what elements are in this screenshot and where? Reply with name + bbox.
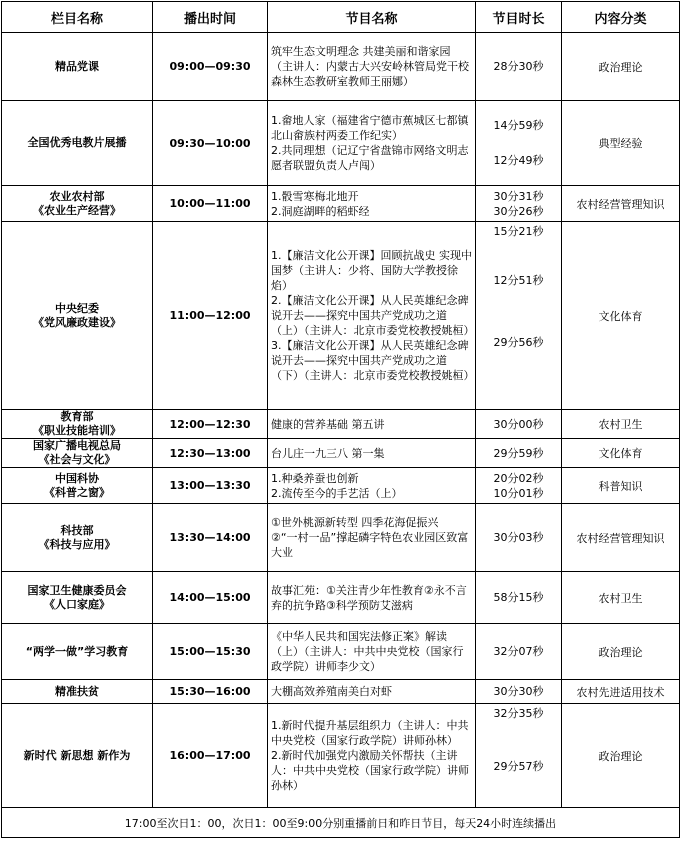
column-subtitle: 《农业生产经营》 xyxy=(33,203,121,217)
table-row xyxy=(2,439,680,468)
column-name: 中国科协 xyxy=(55,471,99,485)
column-name: 全国优秀电教片展播 xyxy=(27,136,127,149)
column-name: 农业农村部 xyxy=(49,189,105,203)
column-name-cell xyxy=(2,572,153,624)
duration-cell xyxy=(476,33,562,101)
air-time: 12:00—12:30 xyxy=(153,410,268,439)
air-time: 15:30—16:00 xyxy=(153,680,268,704)
program-item: 故事汇苑：①关注青少年性教育②永不言弃的抗争路③科学预防艾滋病 xyxy=(271,583,467,612)
table-row xyxy=(2,410,680,439)
column-name: “两学一做”学习教育 xyxy=(25,644,129,658)
table-row xyxy=(2,468,680,504)
program-item: 2.新时代加强党内激励关怀帮扶（主讲人：中共中央党校（国家行政学院）讲师孙林） xyxy=(271,749,469,792)
program-cell xyxy=(268,680,476,704)
program-cell xyxy=(268,439,476,468)
program-item: 台儿庄一九三八 第一集 xyxy=(271,446,385,460)
program-item: 2.洞庭湖畔的稻虾经 xyxy=(271,204,370,218)
duration-cell xyxy=(476,468,562,504)
program-cell xyxy=(268,624,476,680)
air-time: 13:00—13:30 xyxy=(153,468,268,504)
schedule-table xyxy=(1,1,680,838)
category: 农村经营管理知识 xyxy=(562,186,680,222)
program-cell xyxy=(268,504,476,572)
duration: 14分59秒 xyxy=(493,119,544,132)
program-item: 2.共同理想（记辽宁省盘锦市网络文明志愿者联盟负责人卢闯） xyxy=(271,144,469,172)
column-subtitle: 《科普之窗》 xyxy=(44,485,110,499)
air-time: 16:00—17:00 xyxy=(153,704,268,808)
program-item: 大棚高效养殖南美白对虾 xyxy=(271,685,392,698)
category: 科普知识 xyxy=(562,468,680,504)
column-name-cell xyxy=(2,504,153,572)
column-name-cell xyxy=(2,186,153,222)
duration-cell xyxy=(476,101,562,186)
table-row xyxy=(2,504,680,572)
duration: 32分35秒 xyxy=(493,707,544,720)
program-item: 2.【廉洁文化公开课】从人民英雄纪念碑说开去——探究中国共产党成功之道（上）（主讲人：北京市委党校教授姚桓） xyxy=(271,294,475,337)
program-cell xyxy=(268,410,476,439)
category: 农村卫生 xyxy=(562,572,680,624)
duration: 30分30秒 xyxy=(493,685,544,698)
column-name: 精品党课 xyxy=(55,59,99,73)
column-name: 中央纪委 xyxy=(55,301,99,315)
header-program-name: 节目名称 xyxy=(268,2,476,33)
footer-note: 17:00至次日1：00，次日1：00至9:00分别重播前日和昨日节目，每天24小时连续播出 xyxy=(2,808,680,838)
column-subtitle: 《职业技能培训》 xyxy=(33,424,121,437)
duration: 30分00秒 xyxy=(493,417,544,431)
program-item: ①世外桃源新转型 四季花海促振兴 xyxy=(271,516,439,529)
air-time: 15:00—15:30 xyxy=(153,624,268,680)
program-item: 2.流传至今的手艺活（上） xyxy=(271,486,403,500)
category: 农村先进适用技术 xyxy=(562,680,680,704)
column-subtitle: 《人口家庭》 xyxy=(44,597,110,611)
category: 典型经验 xyxy=(562,101,680,186)
duration: 30分26秒 xyxy=(493,204,544,218)
footer-row xyxy=(2,808,680,838)
duration: 12分49秒 xyxy=(493,154,544,167)
table-row xyxy=(2,572,680,624)
program-cell xyxy=(268,572,476,624)
air-time: 09:30—10:00 xyxy=(153,101,268,186)
program-item: 3.【廉洁文化公开课】从人民英雄纪念碑说开去——探究中国共产党成功之道（下）（主讲人：北京市委党校教授姚桓） xyxy=(271,339,475,382)
program-item: 筑牢生态文明理念 共建美丽和谐家园（主讲人：内蒙古大兴安岭林管局党干校森林生态教研室教师王丽娜） xyxy=(271,45,469,88)
column-subtitle: 《科技与应用》 xyxy=(38,537,116,551)
category: 文化体育 xyxy=(562,439,680,468)
air-time: 10:00—11:00 xyxy=(153,186,268,222)
duration: 58分15秒 xyxy=(493,591,544,604)
column-name: 精准扶贫 xyxy=(55,684,99,698)
program-item: 1.骰雪寒梅北地开 xyxy=(271,189,359,203)
table-row xyxy=(2,704,680,808)
air-time: 11:00—12:00 xyxy=(153,222,268,410)
column-name: 国家卫生健康委员会 xyxy=(27,583,127,597)
program-item: 1.新时代提升基层组织力（主讲人：中共中央党校（国家行政学院）讲师孙林） xyxy=(271,719,469,747)
program-item: 《中华人民共和国宪法修正案》解读（上）（主讲人：中共中央党校（国家行政学院）讲师李少文） xyxy=(271,630,464,673)
column-name: 科技部 xyxy=(60,523,94,537)
duration-cell xyxy=(476,439,562,468)
duration: 30分31秒 xyxy=(493,189,544,203)
duration-cell xyxy=(476,624,562,680)
duration-cell xyxy=(476,222,562,410)
program-cell xyxy=(268,101,476,186)
table-row xyxy=(2,101,680,186)
duration: 29分57秒 xyxy=(493,760,544,773)
table-row xyxy=(2,222,680,410)
duration: 20分02秒 xyxy=(493,471,544,485)
column-name: 国家广播电视总局 xyxy=(33,439,121,452)
header-category: 内容分类 xyxy=(562,2,680,33)
duration: 29分56秒 xyxy=(493,336,544,349)
category: 政治理论 xyxy=(562,624,680,680)
program-cell xyxy=(268,33,476,101)
column-name-cell xyxy=(2,439,153,468)
header-air-time: 播出时间 xyxy=(153,2,268,33)
duration: 15分21秒 xyxy=(493,225,544,238)
table-row xyxy=(2,624,680,680)
air-time: 12:30—13:00 xyxy=(153,439,268,468)
category: 政治理论 xyxy=(562,33,680,101)
program-cell xyxy=(268,186,476,222)
column-name-cell xyxy=(2,410,153,439)
duration-cell xyxy=(476,504,562,572)
program-item: 1.畲地人家（福建省宁德市蕉城区七都镇北山畲族村两委工作纪实） xyxy=(271,114,469,142)
category: 农村经营管理知识 xyxy=(562,504,680,572)
header-row xyxy=(2,2,680,33)
program-cell xyxy=(268,222,476,410)
duration-cell xyxy=(476,186,562,222)
program-item: 1.【廉洁文化公开课】回顾抗战史 实现中国梦（主讲人：少将、国防大学教授徐焰） xyxy=(271,249,472,292)
table-row xyxy=(2,186,680,222)
header-column-name: 栏目名称 xyxy=(2,2,153,33)
header-duration: 节目时长 xyxy=(476,2,562,33)
air-time: 09:00—09:30 xyxy=(153,33,268,101)
column-subtitle: 《社会与文化》 xyxy=(38,453,116,466)
table-row xyxy=(2,680,680,704)
program-item: 1.种桑养蚕也创新 xyxy=(271,471,359,485)
duration: 29分59秒 xyxy=(493,446,544,460)
duration: 30分03秒 xyxy=(493,531,544,544)
category: 文化体育 xyxy=(562,222,680,410)
duration: 10分01秒 xyxy=(493,486,544,500)
duration: 32分07秒 xyxy=(493,645,544,658)
duration-cell xyxy=(476,704,562,808)
column-name-cell xyxy=(2,33,153,101)
column-name-cell xyxy=(2,624,153,680)
column-subtitle: 《党风廉政建设》 xyxy=(33,315,121,329)
duration-cell xyxy=(476,680,562,704)
duration-cell xyxy=(476,410,562,439)
program-cell xyxy=(268,468,476,504)
air-time: 13:30—14:00 xyxy=(153,504,268,572)
program-cell xyxy=(268,704,476,808)
program-item: 健康的营养基础 第五讲 xyxy=(271,417,385,431)
category: 政治理论 xyxy=(562,704,680,808)
duration: 28分30秒 xyxy=(493,60,544,73)
column-name-cell xyxy=(2,468,153,504)
column-name: 新时代 新思想 新作为 xyxy=(23,748,131,762)
column-name-cell xyxy=(2,222,153,410)
column-name-cell xyxy=(2,680,153,704)
column-name-cell xyxy=(2,704,153,808)
duration-cell xyxy=(476,572,562,624)
duration: 12分51秒 xyxy=(493,274,544,287)
column-name: 教育部 xyxy=(60,410,94,423)
column-name-cell xyxy=(2,101,153,186)
air-time: 14:00—15:00 xyxy=(153,572,268,624)
table-row xyxy=(2,33,680,101)
category: 农村卫生 xyxy=(562,410,680,439)
program-item: ②“一村一品”撑起磷字特色农业园区致富大业 xyxy=(271,531,469,559)
